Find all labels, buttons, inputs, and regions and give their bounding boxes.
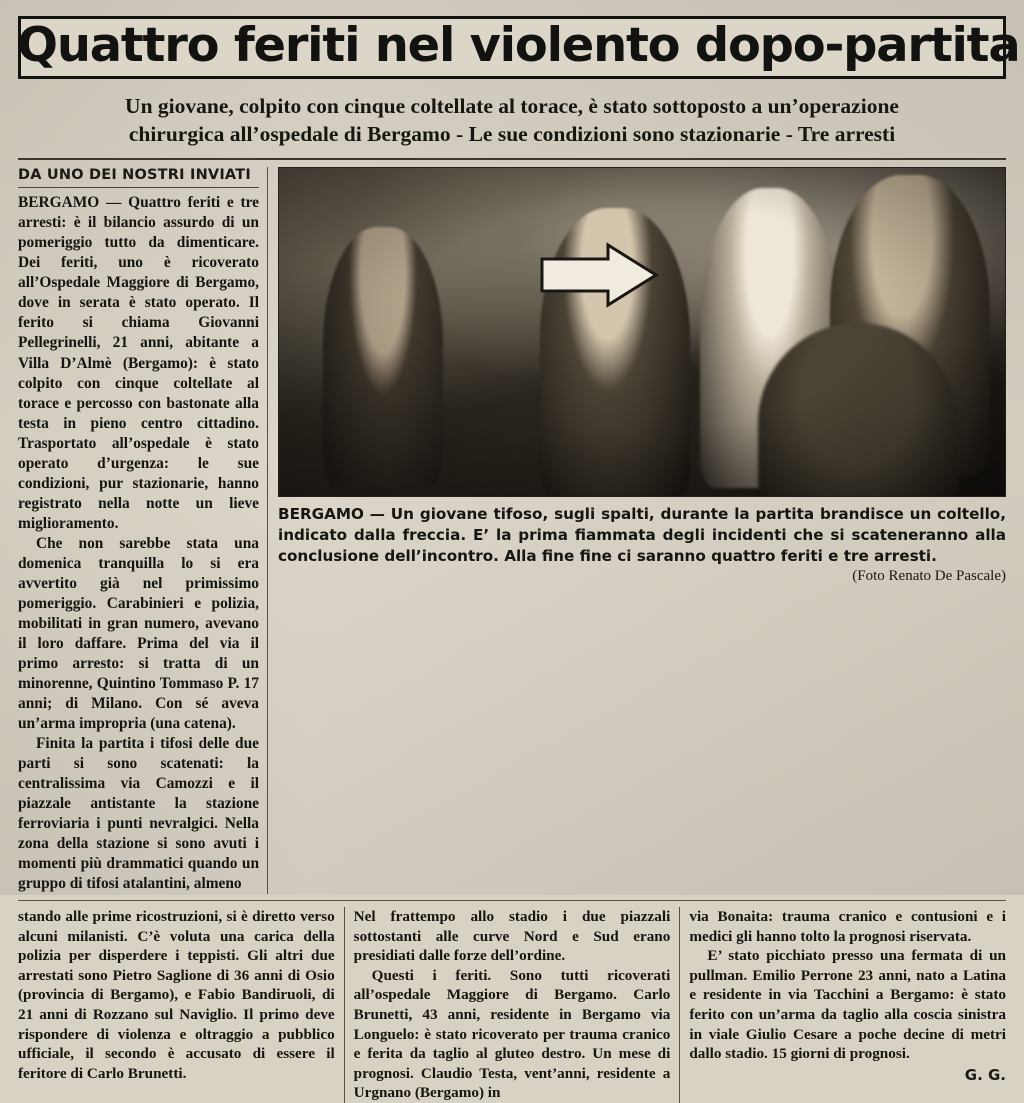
left-text-column <box>18 167 268 894</box>
headline-box <box>17 16 1020 79</box>
photo-column <box>268 167 1006 894</box>
paragraph: Che non sarebbe stata una domenica tranquilla lo si era avvertito già nel primissimo pomeriggio. Carabinieri e polizia, mobilitati in gran numero, avevano il loro daffare. Prima del via il primo arresto: si tratta di un minorenne, Quintino Tommaso P. 17 anni; di Milano. Con sé aveva un’arma impropria (una catena). <box>18 534 259 732</box>
page-title: Quattro feriti nel violento dopo-partita <box>17 18 1020 73</box>
bottom-column-2 <box>345 907 681 1103</box>
paragraph: Finita la partita i tifosi delle due parti si sono scatenati: la centralissima via Camozzi e il piazzale antistante la stazione ferroviaria i punti nevralgici. Nella zona della stazione si sono avuti i momenti più drammatici quando un gruppo di tifosi atalantini, almeno <box>18 734 259 892</box>
subheadline-line-1: Un giovane, colpito con cinque coltellate al torace, è stato sottoposto a un’operazione <box>125 94 899 119</box>
subheadline <box>30 93 994 148</box>
subheadline-line-2: chirurgica all’ospedale di Bergamo - Le sue condizioni sono stazionarie - Tre arresti <box>128 121 896 146</box>
stadium-crowd-photo <box>278 167 1006 497</box>
left-column-body <box>18 193 259 894</box>
photo-caption: BERGAMO — Un giovane tifoso, sugli spalti, durante la partita brandisce un coltello, indicato dalla freccia. E’ la prima fiammata degli incidenti che si scateneranno alla conclusione dell’incontro. Alla fine fine ci saranno quattro feriti e tre arresti. <box>278 505 1006 565</box>
arrow-icon <box>540 241 660 311</box>
author-signature: G. G. <box>964 1065 1007 1084</box>
paragraph: via Bonaita: trauma cranico e contusioni e i medici gli hanno tolto la prognosi riservata. <box>689 907 1007 945</box>
bottom-column-1 <box>18 907 345 1103</box>
article-top-section <box>18 167 1006 894</box>
photo-vignette <box>279 168 1005 496</box>
paragraph: E’ stato picchiato presso una fermata di un pullman. Emilio Perrone 23 anni, nato a Latina e residente in via Tacchini a Bergamo: è stato ferito con un’arma da taglio alla coscia sinistra in viale Giulio Cesare a poche decine di metri dallo stadio. 15 giorni di prognosi. <box>689 947 1007 1063</box>
bottom-column-3 <box>680 907 1006 1103</box>
paragraph: stando alle prime ricostruzioni, si è diretto verso alcuni milanisti. C’è voluta una carica della polizia per disperdere i teppisti. Gli altri due arrestati sono Pietro Saglione di 36 anni di Osio (provincia di Bergamo), e Fabio Bandiruoli, di 21 anni di Rozzano sul Naviglio. Il primo deve rispondere di violenza e oltraggio a pubblico ufficiale, il secondo è accusato di essere il feritore di Carlo Brunetti. <box>18 907 335 1082</box>
kicker-rule <box>18 187 259 188</box>
paragraph: BERGAMO — Quattro feriti e tre arresti: è il bilancio assurdo di un pomeriggio tutto da dimenticare. Dei feriti, uno è ricoverato all’Ospedale Maggiore di Bergamo, dove in serata è stato operato. Il ferito si chiama Giovanni Pellegrinelli, 21 anni, abitante a Villa D’Almè (Bergamo): è stato colpito con cinque coltellate al torace e percosso con bastonate alla testa in pieno centro cittadino. Trasportato all’ospedale è stato operato d’urgenza: le sue condizioni, pur stazionarie, hanno registrato nella notte un lieve miglioramento. <box>18 194 259 532</box>
divider-rule <box>18 158 1006 160</box>
kicker-label: DA UNO DEI NOSTRI INVIATI <box>18 167 251 184</box>
bottom-columns <box>18 900 1006 1103</box>
paragraph: Nel frattempo allo stadio i due piazzali sottostanti alle curve Nord e Sud erano presidiati dalle forze dell’ordine. <box>353 907 671 965</box>
paragraph: Questi i feriti. Sono tutti ricoverati all’ospedale Maggiore di Bergamo. Carlo Brunetti, 43 anni, residente in Bergamo via Longuelo: è stato ricoverato per trauma cranico e ferita da taglio al gluteo destro. Un mese di prognosi. Claudio Testa, vent’anni, residente a Urgnano (Bergamo) in <box>353 966 671 1102</box>
photo-credit: (Foto Renato De Pascale) <box>852 568 1006 585</box>
